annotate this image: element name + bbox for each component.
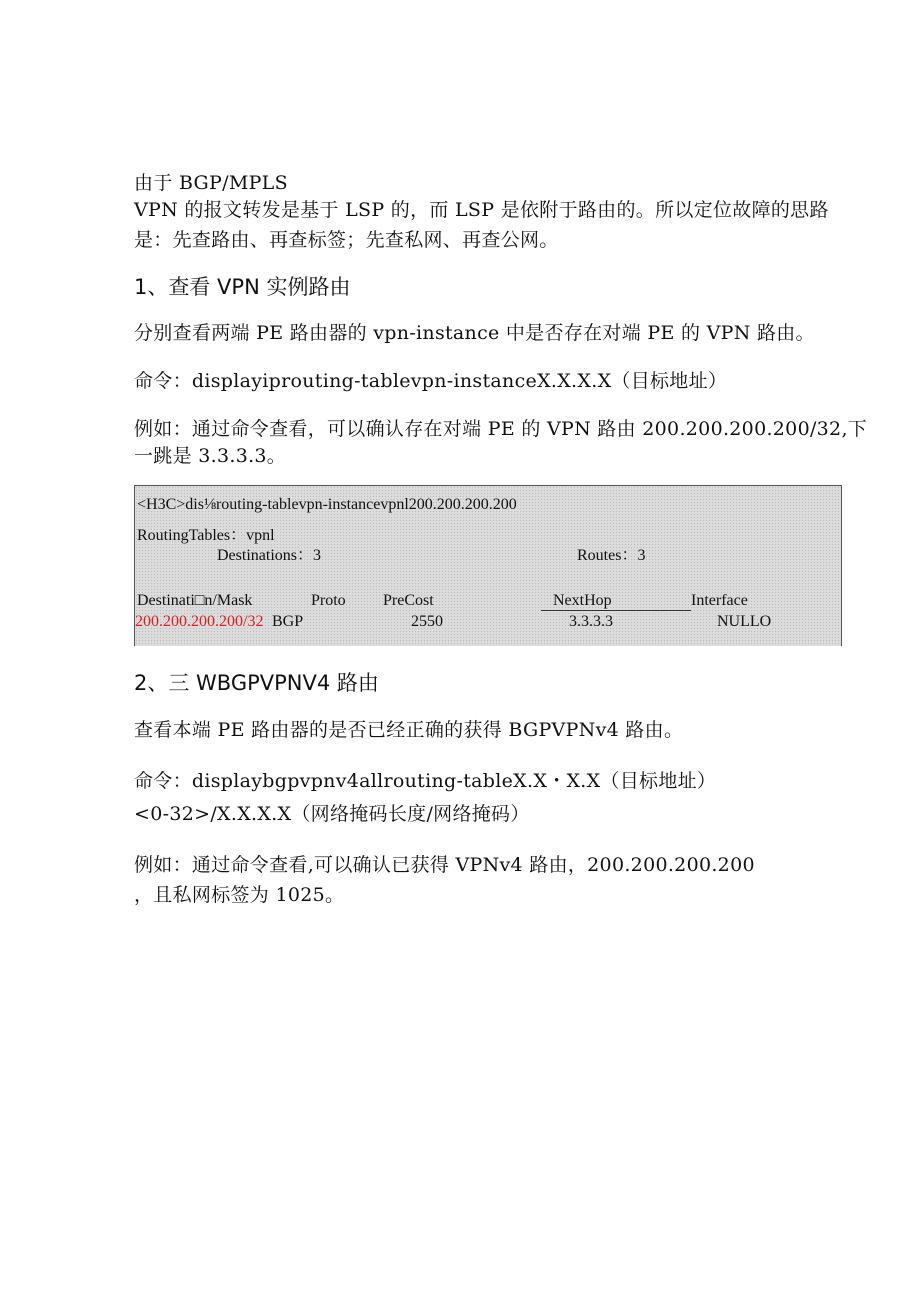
section2-example-line-2: ，且私网标签为 1025。 [134,884,345,906]
row-proto: BGP [272,613,304,630]
header-destination-mask: Destinati□n/Mask [137,592,253,609]
intro-line-2: VPN 的报文转发是基于 LSP 的，而 LSP 是依附于路由的。所以定位故障的思路 [134,199,829,221]
section2-command-line-1: 命令：displaybgpvpnv4allrouting-tableX.X・X.X（目标地址） [134,770,717,792]
section1-command: 命令：displayiprouting-tablevpn-instanceX.X.X.X（目标地址） [134,370,728,392]
terminal-routing-tables: RoutingTables：vpnl [137,527,275,544]
header-precost: PreCost [383,592,434,609]
row-destination: 200.200.200.200/32 [135,613,264,630]
row-interface: NULLO [717,613,772,630]
section1-heading: 1、查看 VPN 实例路由 [134,275,351,299]
section2-command-line-2: <0-32>/X.X.X.X（网络掩码长度/网络掩码） [134,803,530,825]
row-nexthop: 3.3.3.3 [569,613,613,630]
section1-description: 分别查看两端 PE 路由器的 vpn-instance 中是否存在对端 PE 的 VPN 路由。 [134,322,815,344]
header-proto: Proto [311,592,346,609]
terminal-destinations: Destinations：3 [217,547,321,564]
nexthop-underline [541,610,691,611]
terminal-routes: Routes：3 [577,547,646,564]
intro-line-1: 由于 BGP/MPLS [134,172,288,194]
terminal-command-line: <H3C>dis⅛routing-tablevpn-instancevpnl200.200.200.200 [137,496,517,513]
section2-example-line-1: 例如：通过命令查看,可以确认已获得 VPNv4 路由，200.200.200.200 [134,854,755,876]
section2-heading: 2、三 WBGPVPNV4 路由 [134,671,379,695]
header-interface: Interface [691,592,748,609]
row-precost: 2550 [411,613,443,630]
header-nexthop: NextHop [553,592,612,609]
terminal-output-box [134,485,842,646]
intro-line-3: 是：先查路由、再查标签；先查私网、再查公网。 [134,229,559,251]
section1-example-line-2: 一跳是 3.3.3.3。 [134,445,287,467]
section2-description: 查看本端 PE 路由器的是否已经正确的获得 BGPVPNv4 路由。 [134,719,684,741]
section1-example-line-1: 例如：通过命令查看，可以确认存在对端 PE 的 VPN 路由 200.200.200.200/32,下 [134,418,868,440]
